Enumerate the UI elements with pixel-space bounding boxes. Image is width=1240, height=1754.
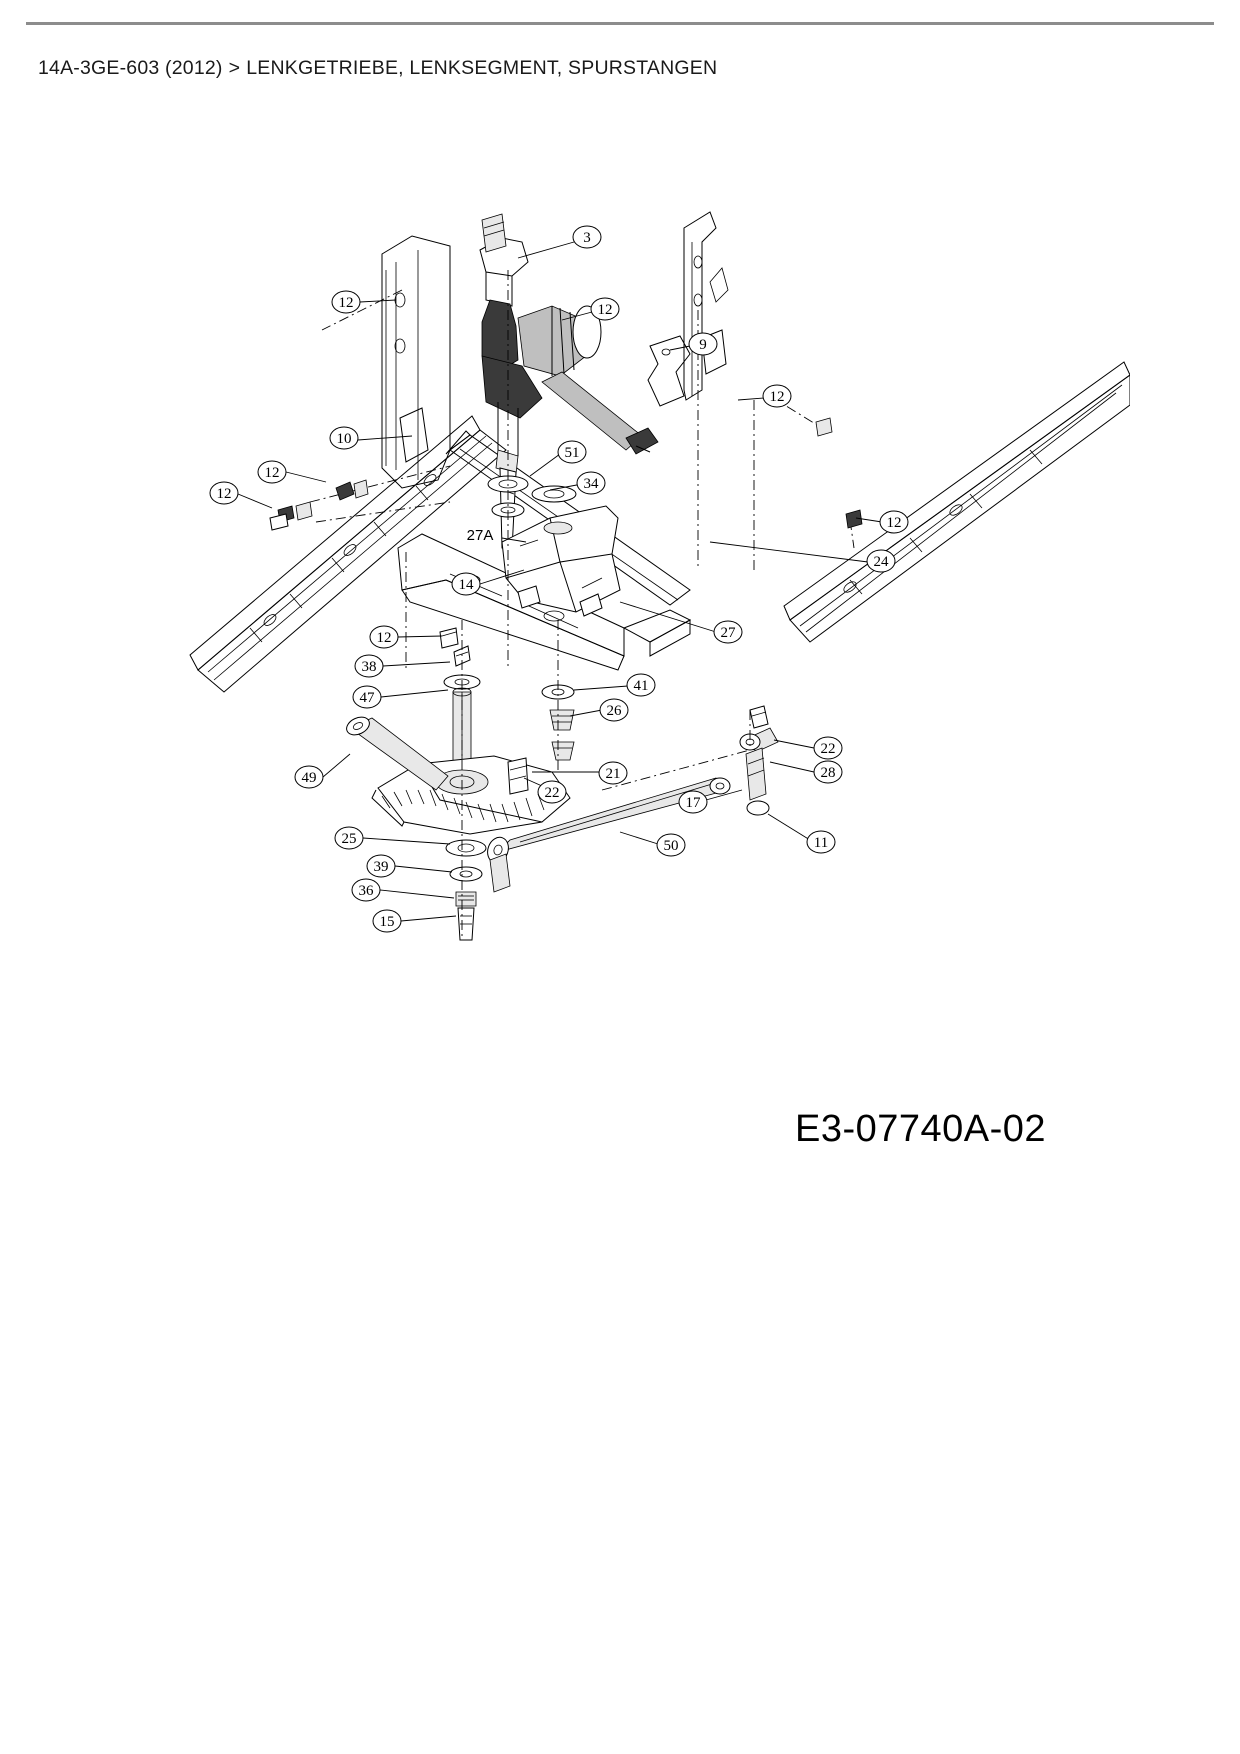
callout-22-b[interactable] [814,737,842,759]
svg-text:49: 49 [301,770,317,786]
svg-text:12: 12 [264,465,280,481]
svg-text:26: 26 [606,703,622,719]
callout-28[interactable] [814,761,842,783]
svg-text:41: 41 [633,678,649,694]
callout-10[interactable] [330,427,358,449]
callout-14[interactable] [452,573,480,595]
svg-text:12: 12 [886,515,902,531]
svg-text:34: 34 [583,476,599,492]
callout-36[interactable] [352,879,380,901]
breadcrumb [38,57,717,80]
svg-text:12: 12 [338,295,354,311]
svg-text:17: 17 [685,795,701,811]
svg-text:36: 36 [358,883,374,899]
label-27A [467,527,494,544]
svg-text:15: 15 [379,914,395,930]
callout-3[interactable] [573,226,601,248]
callout-9[interactable] [689,333,717,355]
svg-text:47: 47 [359,690,375,706]
callout-12-f[interactable] [880,511,908,533]
breadcrumb-section: LENKGETRIEBE, LENKSEGMENT, SPURSTANGEN [246,57,718,79]
svg-text:10: 10 [336,431,352,447]
svg-text:9: 9 [699,337,707,353]
callout-41[interactable] [627,674,655,696]
callout-24[interactable] [867,550,895,572]
callout-11[interactable] [807,831,835,853]
svg-text:27A: 27A [466,527,494,544]
callout-26[interactable] [600,699,628,721]
left-hardware [270,480,368,530]
callout-12-g[interactable] [370,626,398,648]
callout-39[interactable] [367,855,395,877]
parts-diagram-svg [150,150,1130,1050]
parts-diagram [150,150,1130,1050]
svg-text:12: 12 [769,389,785,405]
callout-47[interactable] [353,686,381,708]
svg-text:21: 21 [605,766,621,782]
breadcrumb-separator: > [228,57,241,79]
svg-text:28: 28 [820,765,836,781]
svg-text:22: 22 [544,785,560,801]
svg-text:14: 14 [458,577,474,593]
svg-text:12: 12 [597,302,613,318]
callout-12-c[interactable] [763,385,791,407]
svg-text:22: 22 [820,741,836,757]
callout-15[interactable] [373,910,401,932]
lower-fastener-stack [446,840,486,940]
right-support-plate [684,212,728,400]
callout-12-d[interactable] [258,461,286,483]
callout-27[interactable] [714,621,742,643]
svg-text:25: 25 [341,831,357,847]
callout-25[interactable] [335,827,363,849]
breadcrumb-model[interactable]: 14A-3GE-603 (2012) [38,57,223,79]
svg-text:38: 38 [361,659,377,675]
svg-text:12: 12 [376,630,392,646]
svg-text:11: 11 [813,835,829,851]
svg-text:51: 51 [564,445,580,461]
svg-text:3: 3 [583,230,591,246]
svg-text:39: 39 [373,859,389,875]
gear-support-housing [502,506,620,616]
right-hardware [816,418,862,528]
frame-rail-right [784,362,1130,642]
callout-12-b[interactable] [591,298,619,320]
header-divider [26,22,1214,25]
svg-text:12: 12 [216,486,232,502]
drawing-code: E3-07740A-02 [795,1108,1047,1150]
callout-21[interactable] [599,762,627,784]
svg-text:24: 24 [873,554,889,570]
callout-38[interactable] [355,655,383,677]
callout-49[interactable] [295,766,323,788]
left-support-plate [382,236,450,488]
callout-17[interactable] [679,791,707,813]
callout-12-e[interactable] [210,482,238,504]
callout-34[interactable] [577,472,605,494]
svg-text:27: 27 [720,625,736,641]
svg-text:50: 50 [663,838,679,854]
tie-rod-end-right [740,706,778,815]
callout-22-a[interactable] [538,781,566,803]
callout-51[interactable] [558,441,586,463]
callout-12-a[interactable] [332,291,360,313]
callout-50[interactable] [657,834,685,856]
